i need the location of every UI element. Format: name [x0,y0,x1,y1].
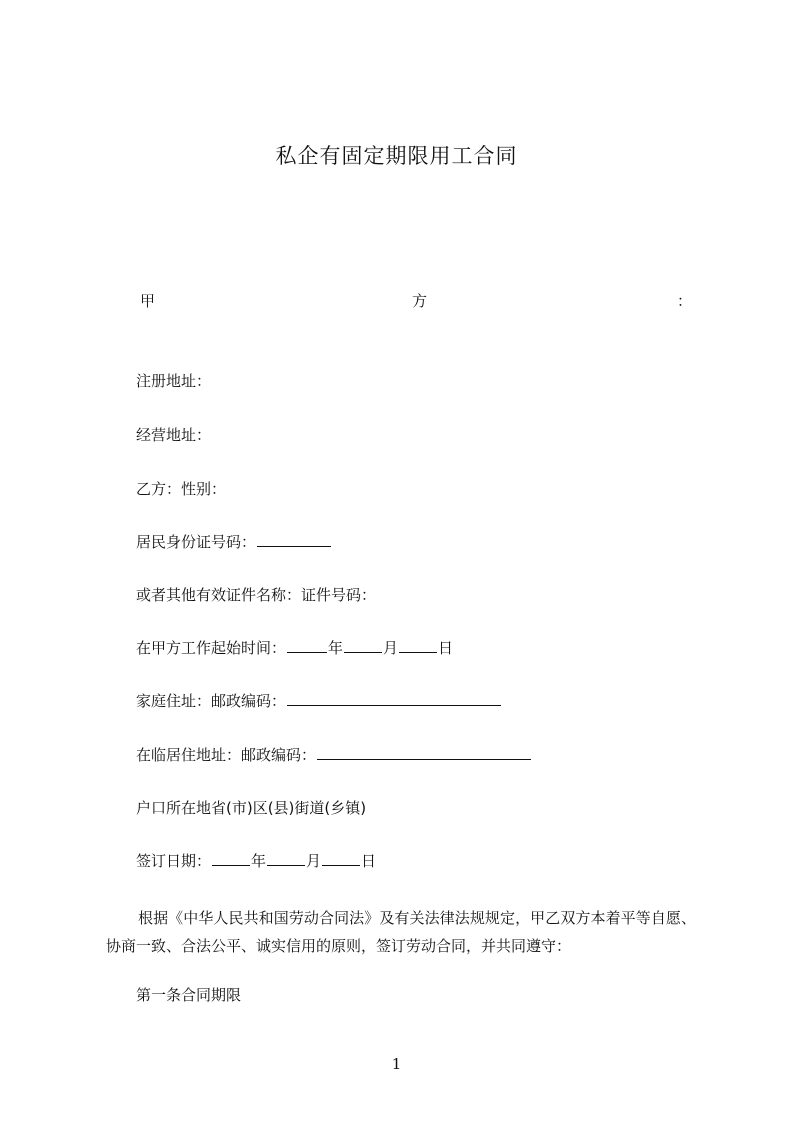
business-address-line [136,424,211,446]
page-number: 1 [391,1055,402,1073]
start-month-blank [344,637,382,653]
registered-address-line [136,370,211,392]
sign-month-blank [267,850,305,866]
article-1-title [136,984,241,1006]
preamble-paragraph: 根据《中华人民共和国劳动合同法》及有关法律法规规定，甲乙双方本着平等自愿、协商一致、合法公平、诚实信用的原则，签订劳动合同，并共同遵守： [106,909,696,955]
hukou-label: 户口所在地省(市)区(县)街道(乡镇) [136,799,367,817]
other-id-line [136,584,376,606]
sign-day-label: 日 [361,852,377,870]
id-number-line [136,531,332,553]
temp-address-blank [317,744,531,760]
other-id-label: 或者其他有效证件名称：证件号码： [136,586,377,604]
start-day-blank [399,637,437,653]
article-1-title-text: 第一条合同期限 [136,986,242,1004]
temp-address-label: 在临居住地址：邮政编码： [136,746,317,764]
hukou-line [136,797,366,819]
home-address-line [136,690,502,712]
sign-date-label: 签订日期： [136,852,212,870]
sign-day-blank [322,850,360,866]
party-a-label-fang: 方 [412,292,428,310]
party-b-gender-label: 乙方：性别： [136,480,227,498]
id-number-blank [257,531,331,547]
party-a-colon: ： [676,292,692,310]
start-year-blank [287,637,327,653]
id-number-label: 居民身份证号码： [136,533,257,551]
sign-month-label: 月 [306,852,322,870]
business-address-label: 经营地址： [136,426,212,444]
sign-year-label: 年 [251,852,267,870]
party-a-line [136,290,692,314]
start-time-line [136,637,453,659]
document-title: 私企有固定期限用工合同 [275,144,518,168]
start-day-label: 日 [438,639,454,657]
sign-date-line [136,850,376,872]
start-year-label: 年 [328,639,344,657]
party-b-gender-line [136,478,226,500]
party-a-label-jia: 甲 [140,292,156,310]
start-month-label: 月 [383,639,399,657]
home-address-label: 家庭住址：邮政编码： [136,692,287,710]
start-time-label: 在甲方工作起始时间： [136,639,287,657]
home-address-blank [287,690,501,706]
registered-address-label: 注册地址： [136,372,212,390]
temp-address-line [136,744,532,766]
sign-year-blank [212,850,250,866]
